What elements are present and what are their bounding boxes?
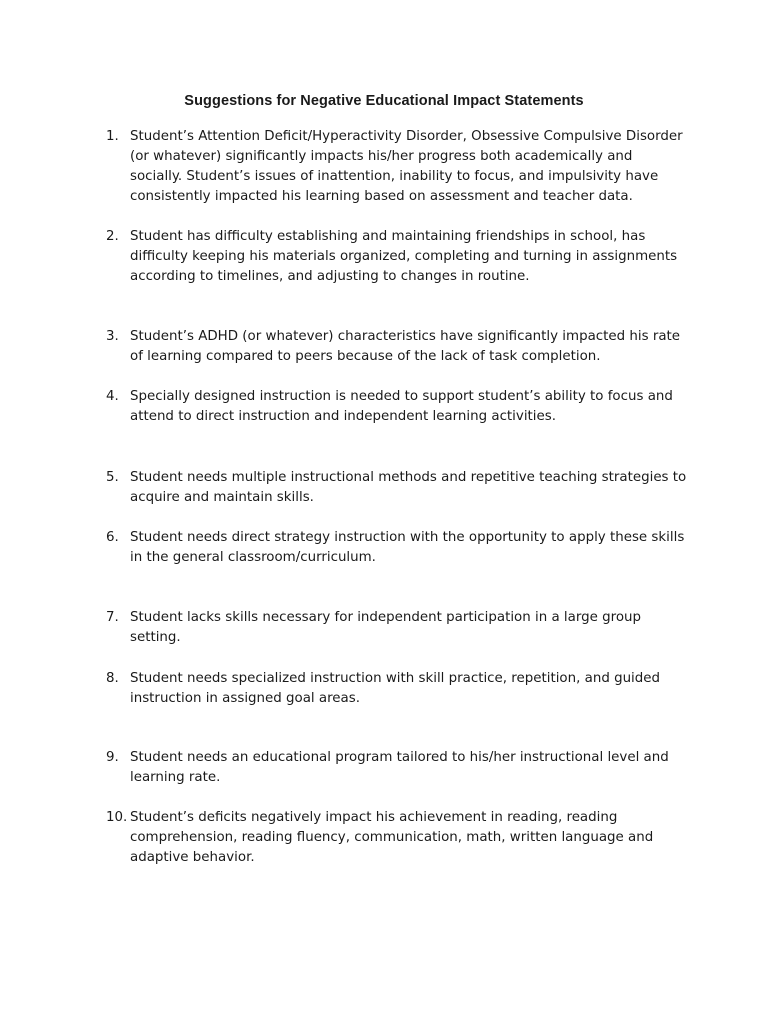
item-number: 3. (106, 329, 119, 344)
item-number: 7. (106, 610, 119, 625)
item-line: instruction in assigned goal areas. (130, 691, 360, 706)
item-line: difficulty keeping his materials organized, completing and turning in assignments (130, 249, 678, 264)
item-text (130, 227, 690, 287)
item-number: 4. (106, 389, 119, 404)
item-text (130, 387, 690, 427)
item-text (130, 748, 690, 788)
item-text (130, 808, 690, 868)
item-line: Student needs an educational program tailored to his/her instructional level and (130, 750, 669, 765)
document-title: Suggestions for Negative Educational Impact Statements (184, 93, 584, 109)
item-line: Student needs specialized instruction with skill practice, repetition, and guided (130, 671, 661, 686)
item-number: 5. (106, 470, 119, 485)
item-text (130, 669, 690, 709)
item-line: Student needs multiple instructional methods and repetitive teaching strategies to (130, 470, 687, 485)
item-line: (or whatever) significantly impacts his/her progress both academically and (130, 149, 633, 164)
item-line: setting. (130, 630, 181, 645)
item-number: 6. (106, 530, 119, 545)
item-line: consistently impacted his learning based on assessment and teacher data. (130, 189, 633, 204)
item-number: 9. (106, 750, 119, 765)
item-line: Student’s ADHD (or whatever) characteristics have significantly impacted his rate (130, 329, 681, 344)
item-line: of learning compared to peers because of the lack of task completion. (130, 349, 601, 364)
item-line: according to timelines, and adjusting to changes in routine. (130, 269, 530, 284)
item-text (130, 608, 690, 648)
item-line: Student’s Attention Deficit/Hyperactivity Disorder, Obsessive Compulsive Disorder (130, 129, 683, 144)
item-line: attend to direct instruction and independent learning activities. (130, 409, 556, 424)
item-line: Student needs direct strategy instruction with the opportunity to apply these skills (130, 530, 685, 545)
item-line: Student has difficulty establishing and maintaining friendships in school, has (130, 229, 646, 244)
item-number: 10. (106, 810, 128, 825)
item-line: acquire and maintain skills. (130, 490, 314, 505)
item-line: Specially designed instruction is needed to support student’s ability to focus and (130, 389, 673, 404)
item-line: learning rate. (130, 770, 221, 785)
item-text (130, 468, 690, 508)
item-text (130, 327, 690, 367)
item-text (130, 528, 690, 568)
item-text (130, 127, 690, 207)
item-line: Student’s deficits negatively impact his achievement in reading, reading (130, 810, 618, 825)
item-line: socially. Student’s issues of inattention, inability to focus, and impulsivity have (130, 169, 659, 184)
item-number: 2. (106, 229, 119, 244)
item-line: Student lacks skills necessary for independent participation in a large group (130, 610, 641, 625)
item-number: 8. (106, 671, 119, 686)
item-number: 1. (106, 129, 119, 144)
item-line: comprehension, reading fluency, communication, math, written language and (130, 830, 654, 845)
item-line: in the general classroom/curriculum. (130, 550, 376, 565)
item-line: adaptive behavior. (130, 850, 255, 865)
